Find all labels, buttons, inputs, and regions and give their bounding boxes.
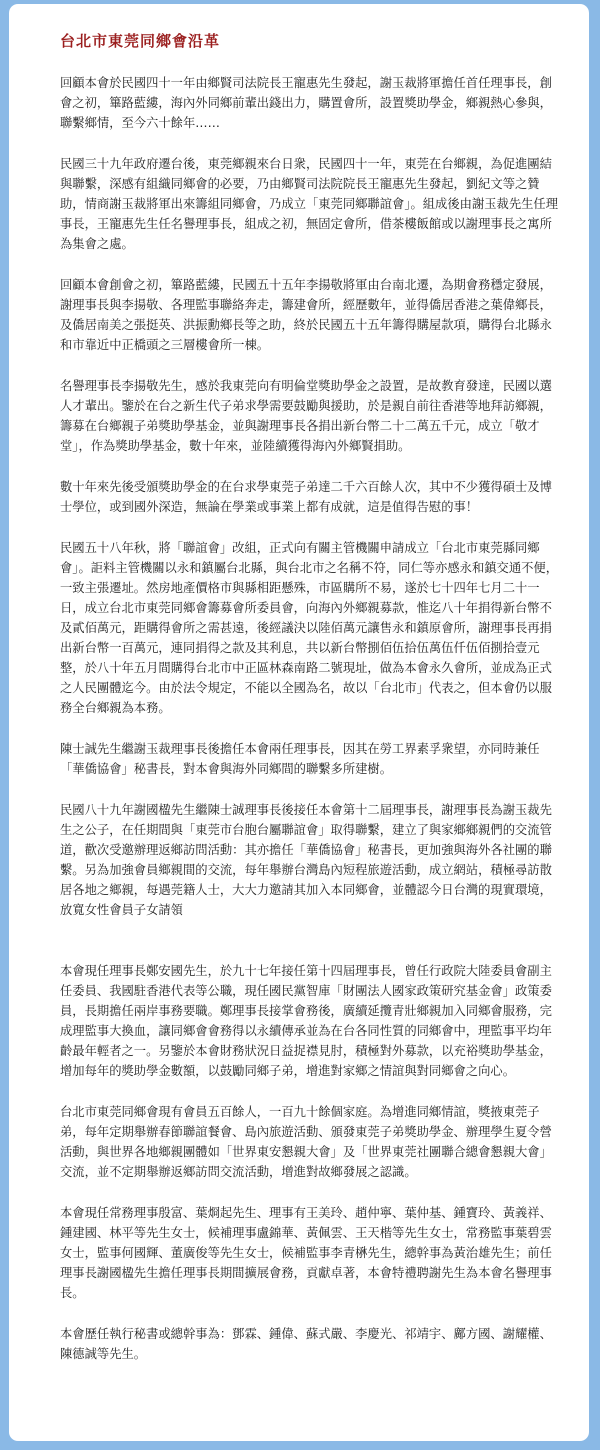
paragraph-membership: 台北市東莞同鄉會現有會員五百餘人，一百九十餘個家庭。為增進同鄉情誼，獎掖東莞子弟，每年定期舉辦春節聯誼餐會、島內旅遊活動、頒發東莞子弟獎助學金、辦理學生夏令營活動，與世界各地鄉親團體如「世界東安懇親大會」及「世界東莞社團聯合總會懇親大會」交流，並不定期舉辦返鄉訪問交流活動，增進對故鄉發展之認識。 [60,1105,552,1179]
history-card [9,4,589,1441]
paragraph-secretaries: 本會歷任執行秘書或總幹事為：鄧霖、鍾偉、蘇式嚴、李慶光、祁靖宇、鄺方國、謝耀權、陳德誠等先生。 [60,1327,552,1361]
paragraph-hsieh-kuoying: 民國八十九年謝國楹先生繼陳士誠理事長後接任本會第十二屆理事長，謝理事長為謝玉裁先生之公子，在任期間與「東莞市台胞台屬聯誼會」取得聯繫，建立了與家鄉鄉親們的交流管道，歡次受邀辦理返鄉訪問活動：其亦擔任「華僑協會」秘書長，更加強與海外各社團的聯繫。另為加強會員鄉親間的交流，每年舉辦台灣島內短程旅遊活動，成立網站，積極尋訪散居各地之鄉親，每遇莞籍人士，大大力邀請其加入本同鄉會，並體認今日台灣的現實環境，放寬女性會員子女請領 [60,803,552,917]
paragraph-formation: 民國三十九年政府遷台後，東莞鄉親來台日衆，民國四十一年，東莞在台鄉親，為促進團結與聯繫，深感有組織同鄉會的必要，乃由鄉賢司法院院長王寵惠先生發起，劉紀文等之贊助，情商謝玉裁將軍出來籌組同鄉會，乃成立「東莞同鄉聯誼會」。組成後由謝玉裁先生任理事長，王寵惠先生任名譽理事長，組成之初，無固定會所，借茶樓飯館或以謝理事長之寓所為集會之處。 [60,157,559,251]
paragraph-founding: 回顧本會於民國四十一年由鄉賢司法院長王寵惠先生發起，謝玉裁將軍擔任首任理事長，創會之初，篳路藍縷，海內外同鄉前輩出錢出力，購置會所，設置獎助學金，鄉親熱心參與，聯繫鄉情，至今六十餘年…… [60,76,552,130]
paragraph-current-board: 本會現任常務理事殷富、葉烱起先生、理事有王美玲、趙仲寧、葉仲基、鍾寶玲、黃義祥、鍾建國、林平等先生女士，候補理事盧錦華、黃佩雲、王天楷等先生女士，常務監事葉碧雲女士，監事何國輝、董廣俊等先生女士，候補監事李青楙先生，總幹事為黃治雄先生；前任理事長謝國楹先生擔任理事長期間擴展會務，貢獻卓著，本會特禮聘謝先生為本會名譽理事長。 [60,1206,552,1300]
paragraph-scholarship-fund: 名譽理事長李揚敬先生，感於我東莞向有明倫堂獎助學金之設置，是故教育發達，民國以選人才輩出。鑒於在台之新生代子弟求學需要鼓勵與援助，於是親自前往香港等地拜訪鄉親，籌募在台鄉親子弟獎助學基金，並與謝理事長各捐出新台幣二十二萬五千元，成立「敬才堂」，作為獎助學基金，數十年來，並陸續獲得海內外鄉賢捐助。 [60,379,552,453]
page-title: 台北市東莞同鄉會沿革 [60,32,221,50]
paragraph-scholarship-results: 數十年來先後受頒獎助學金的在台求學東莞子弟達二千六百餘人次，其中不少獲得碩士及博士學位，或到國外深造，無論在學業或事業上都有成就，這是值得告慰的事！ [60,480,552,514]
paragraph-chen-shicheng: 陳士誠先生繼謝玉裁理事長後擔任本會兩任理事長，因其在勞工界素孚衆望，亦同時兼任「華僑協會」秘書長，對本會與海外同鄉間的聯繫多所建樹。 [60,742,540,776]
paragraph-clubhouse: 回顧本會創會之初，篳路藍縷，民國五十五年李揚敬將軍由台南北遷，為期會務穩定發展，謝理事長與李揚敬、各理監事聯絡奔走，籌建會所，經歷數年，並得僑居香港之葉偉鄉長，及僑居南美之張挺英、洪振勳鄉長等之助，終於民國五十五年籌得購屋款項，購得台北縣永和市靠近中正橋頭之三層樓會所一棟。 [60,278,552,352]
paragraph-cheng-anguo: 本會現任理事長鄭安國先生，於九十七年接任第十四屆理事長，曾任行政院大陸委員會副主任委員、我國駐香港代表等公職，現任國民黨智庫「財團法人國家政策研究基金會」政策委員，長期擔任兩岸事務要職。鄭理事長接掌會務後，廣續延攬青壯鄉親加入同鄉會服務，完成理監事大換血，讓同鄉會會務得以永續傳承並為在台各同性質的同鄉會中，理監事平均年齡最年輕者之一。另鑒於本會財務狀況日益捉襟見肘，積極對外募款，以充裕獎助學基金，增加每年的獎助學金數額，以鼓勵同鄉子弟，增進對家鄉之情誼與對同鄉會之向心。 [60,964,552,1078]
paragraph-relocation: 民國五十八年秋，將「聯誼會」改組，正式向有關主管機關申請成立「台北市東莞縣同鄉會」。詎料主管機關以永和鎮屬台北縣，與台北市之名稱不符，同仁等亦感永和鎮交通不便，一致主張遷址。然房地產價格市與縣相距懸殊，市區購所不易，遂於七十四年七月二十一日，成立台北市東莞同鄉會籌募會所委員會，向海內外鄉親募款，惟迄八十年捐得新台幣不及貳佰萬元，距購得會所之需甚遠，後經議決以陸佰萬元讓售永和鎮原會所，謝理事長再捐出新台幣一百萬元，連同捐得之款及其利息，共以新台幣捌佰伍拾伍萬伍仟伍佰捌拾壹元整，於八十年五月間購得台北市中正區林森南路二號現址，做為本會永久會所，並成為正式之人民團體迄今。由於法令規定，不能以全國為名，故以「台北市」代表之，但本會仍以服務全台鄉親為本務。 [60,541,559,715]
